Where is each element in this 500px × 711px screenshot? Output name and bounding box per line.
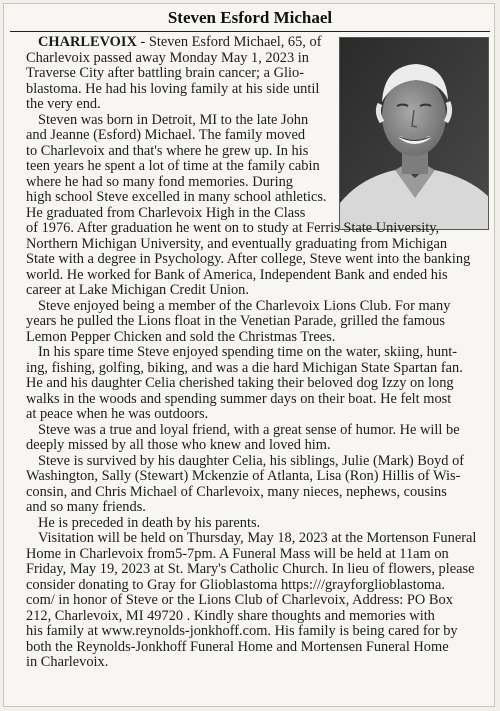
text-line: Home in Charlevoix from5-7pm. A Funeral Mass will be held at 11am on xyxy=(26,545,449,562)
text-line: Steve was a true and loyal friend, with a great sense of humor. He will be xyxy=(38,421,460,438)
text-line: Northern Michigan University, and eventually graduating from Michigan xyxy=(26,235,448,252)
text-line: to Charlevoix and that's where he grew up. In his xyxy=(26,142,309,159)
text-line: He and his daughter Celia cherished taking their beloved dog Izzy on long xyxy=(26,375,454,391)
text-line: and so many friends. xyxy=(26,499,146,515)
obituary-clipping xyxy=(3,3,495,707)
text-line: the very end. xyxy=(26,96,101,112)
text-line: ing, fishing, golfing, biking, and was a die hard Michigan State Spartan fan. xyxy=(26,359,463,376)
text-line: teen years he spent a lot of time at the family cabin xyxy=(26,158,320,174)
text-line: world. He worked for Bank of America, Independent Bank and ended his xyxy=(26,266,448,283)
text-line: Steve is survived by his daughter Celia, his siblings, Julie (Mark) Boyd of xyxy=(38,452,465,469)
text-line: He graduated from Charlevoix High in the Class xyxy=(26,204,306,221)
paragraph xyxy=(14,516,491,532)
paragraph xyxy=(14,35,491,113)
text-line: State with a degree in Psychology. After college, Steve went into the banking xyxy=(26,251,471,267)
text-line: consin, and Chris Michael of Charlevoix, many nieces, nephews, cousins xyxy=(26,483,447,500)
paragraph xyxy=(14,345,491,423)
paragraph xyxy=(14,113,491,299)
text-line: years he pulled the Lions float in the Venetian Parade, grilled the famous xyxy=(26,313,445,329)
text-line: Visitation will be held on Thursday, May 18, 2023 at the Mortenson Funeral xyxy=(38,530,477,546)
text-line: high school Steve excelled in many school athletics. xyxy=(26,189,327,205)
text-line: where he had so many fond memories. During xyxy=(26,173,293,190)
text-line: his family at www.reynolds-jonkhoff.com. His family is being cared for by xyxy=(26,623,458,639)
obituary-title: Steven Esford Michael xyxy=(167,8,333,27)
text-line: 212, Charlevoix, MI 49720 . Kindly share thoughts and memories with xyxy=(26,607,435,624)
text-line: Steven was born in Detroit, MI to the late John xyxy=(38,111,309,128)
text-line: at peace when he was outdoors. xyxy=(26,406,209,422)
text-line: Friday, May 19, 2023 at St. Mary's Catholic Church. In lieu of flowers, please xyxy=(26,561,475,577)
text-line: deeply missed by all those who knew and loved him. xyxy=(26,437,331,453)
text-line: and Jeanne (Esford) Michael. The family moved xyxy=(26,127,306,143)
text-line: walks in the woods and spending summer days on their boat. He felt most xyxy=(26,390,452,407)
text-line: consider donating to Gray for Glioblastoma https:///grayforglioblastoma. xyxy=(26,576,445,593)
text-line: in Charlevoix. xyxy=(26,654,109,670)
paragraph xyxy=(14,454,491,516)
text-line: In his spare time Steve enjoyed spending time on the water, skiing, hunt- xyxy=(38,344,458,360)
text-line: Lemon Pepper Chicken and sold the Christmas Trees. xyxy=(26,328,336,345)
text-line: career at Lake Michigan Credit Union. xyxy=(26,282,249,298)
text-line: of 1976. After graduation he went on to study at Ferris State University, xyxy=(26,220,440,236)
text-line: Charlevoix passed away Monday May 1, 2023 in xyxy=(26,49,309,66)
obituary-body xyxy=(14,35,491,671)
text-line: Washington, Sally (Stewart) Mckenzie of Atlanta, Lisa (Ron) Hillis of Wis- xyxy=(26,468,461,484)
title-divider xyxy=(10,31,490,32)
text-line: blastoma. He had his loving family at his side until xyxy=(26,80,320,97)
text-line: He is preceded in death by his parents. xyxy=(38,514,261,531)
text-line: CHARLEVOIX - Steven Esford Michael, 65, of xyxy=(38,34,322,50)
paragraph xyxy=(14,423,491,454)
paragraph xyxy=(14,531,491,671)
text-line: Traverse City after battling brain cancer; a Glio- xyxy=(26,65,304,81)
text-line: Steve enjoyed being a member of the Charlevoix Lions Club. For many xyxy=(38,297,451,314)
dateline-place: CHARLEVOIX xyxy=(38,34,137,50)
text-line: both the Reynolds-Jonkhoff Funeral Home and Mortensen Funeral Home xyxy=(26,638,449,655)
paragraph xyxy=(14,299,491,346)
text-line: com/ in honor of Steve or the Lions Club of Charlevoix, Address: PO Box xyxy=(26,592,453,608)
